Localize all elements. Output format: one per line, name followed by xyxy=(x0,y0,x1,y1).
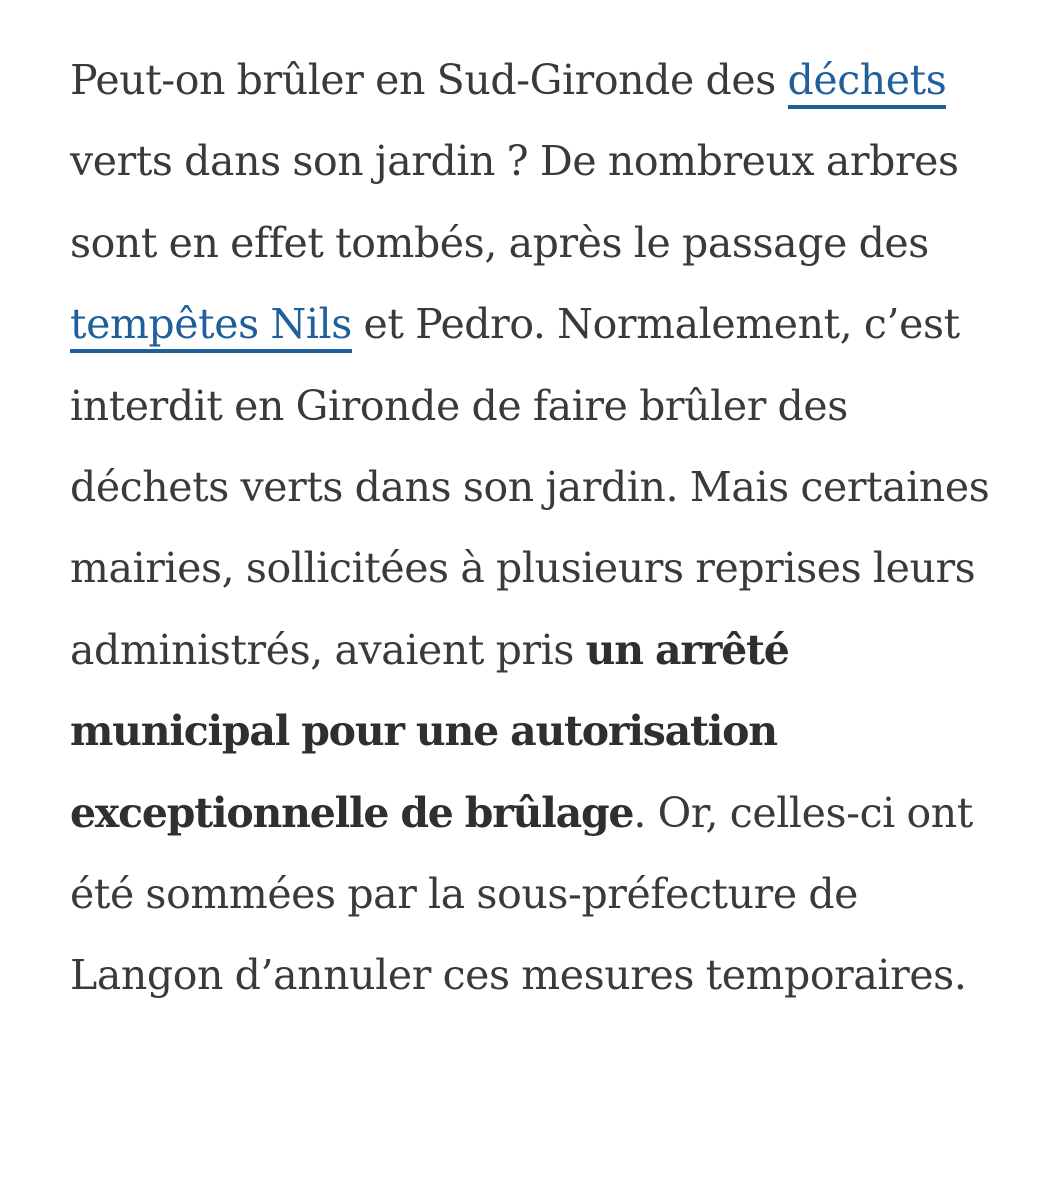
paragraph-text: Peut-on brûler en Sud-Gironde des xyxy=(70,56,788,104)
article-paragraph xyxy=(70,40,1005,1017)
link-tempetes-nils[interactable]: tempêtes Nils xyxy=(70,300,352,353)
bold-emphasis: un arrêté municipal pour une autorisation exceptionnelle de brûlage xyxy=(70,625,789,837)
paragraph-text: verts dans son jardin ? De nombreux arbres sont en effet tombés, après le passage des xyxy=(70,137,959,267)
paragraph-text: et Pedro. Normalement, c’est interdit en Gironde de faire brûler des déchets verts dans son jardin. Mais certaines mairies, sollicitées à plusieurs reprises leurs administrés, avaient pris xyxy=(70,300,990,674)
link-dechets[interactable]: déchets xyxy=(788,56,947,109)
paragraph-text: . Or, celles-ci ont été sommées par la sous-préfecture de Langon d’annuler ces mesures temporaires. xyxy=(70,788,973,1000)
